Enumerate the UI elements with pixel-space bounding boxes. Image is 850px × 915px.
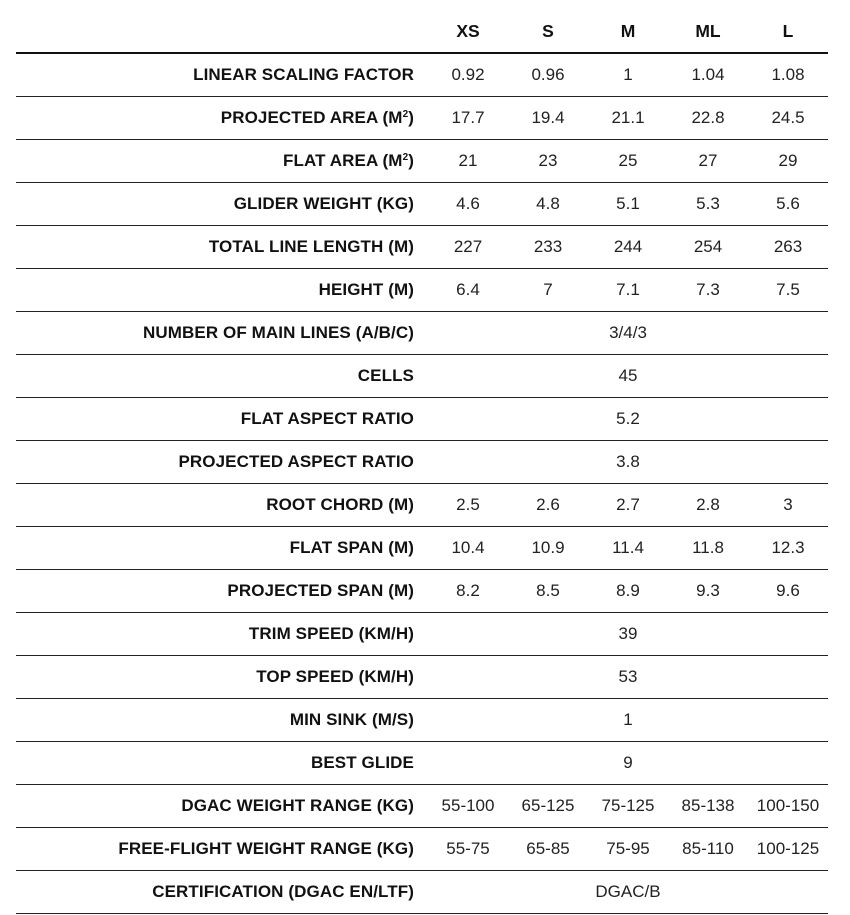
cell-value: 3 (748, 484, 828, 527)
row-label (16, 140, 428, 183)
row-label-text: HEIGHT (M) (318, 280, 414, 299)
row-label (16, 613, 428, 656)
row-label-text: CELLS (357, 366, 414, 385)
table-row (16, 312, 828, 355)
cell-value: 8.5 (508, 570, 588, 613)
cell-value: 7.3 (668, 269, 748, 312)
size-header-xs: XS (428, 10, 508, 53)
table-row (16, 53, 828, 97)
cell-value: 29 (748, 140, 828, 183)
row-label-superscript: 2 (402, 152, 409, 163)
cell-value: 12.3 (748, 527, 828, 570)
cell-value-shared: 9 (428, 742, 828, 785)
row-label (16, 398, 428, 441)
cell-value: 1 (588, 53, 668, 97)
cell-value: 1.08 (748, 53, 828, 97)
row-label-text: CERTIFICATION (DGAC EN/LTF) (152, 882, 414, 901)
row-label-text: TOP SPEED (KM/H) (256, 667, 414, 686)
row-label-text: PROJECTED ASPECT RATIO (178, 452, 414, 471)
row-label (16, 355, 428, 398)
table-row (16, 183, 828, 226)
row-label-text: FREE-FLIGHT WEIGHT RANGE (KG) (118, 839, 414, 858)
row-label-text: MIN SINK (M/S) (289, 710, 414, 729)
cell-value: 7.5 (748, 269, 828, 312)
cell-value: 11.4 (588, 527, 668, 570)
cell-value: 21.1 (588, 97, 668, 140)
cell-value: 8.9 (588, 570, 668, 613)
row-label-text: ROOT CHORD (M) (266, 495, 414, 514)
table-row (16, 527, 828, 570)
cell-value: 55-100 (428, 785, 508, 828)
cell-value: 27 (668, 140, 748, 183)
table-row (16, 398, 828, 441)
cell-value: 11.8 (668, 527, 748, 570)
row-label-suffix: ) (408, 108, 414, 127)
table-row (16, 97, 828, 140)
cell-value-shared: 1 (428, 699, 828, 742)
cell-value: 9.6 (748, 570, 828, 613)
cell-value: 25 (588, 140, 668, 183)
cell-value: 55-75 (428, 828, 508, 871)
size-header-m: M (588, 10, 668, 53)
row-label-suffix: ) (408, 151, 414, 170)
table-row (16, 226, 828, 269)
cell-value-shared: 53 (428, 656, 828, 699)
table-row (16, 441, 828, 484)
cell-value: 263 (748, 226, 828, 269)
cell-value: 19.4 (508, 97, 588, 140)
cell-value: 2.8 (668, 484, 748, 527)
cell-value: 7 (508, 269, 588, 312)
table-row (16, 269, 828, 312)
table-body (16, 53, 828, 914)
row-label-text: TOTAL LINE LENGTH (M) (208, 237, 414, 256)
size-header-s: S (508, 10, 588, 53)
cell-value: 24.5 (748, 97, 828, 140)
cell-value: 100-150 (748, 785, 828, 828)
row-label (16, 484, 428, 527)
row-label (16, 312, 428, 355)
table-row (16, 742, 828, 785)
size-header-ml: ML (668, 10, 748, 53)
cell-value: 17.7 (428, 97, 508, 140)
cell-value: 5.1 (588, 183, 668, 226)
cell-value: 6.4 (428, 269, 508, 312)
cell-value: 75-125 (588, 785, 668, 828)
cell-value: 4.8 (508, 183, 588, 226)
cell-value-shared: 3.8 (428, 441, 828, 484)
row-label-text: FLAT SPAN (M) (289, 538, 414, 557)
cell-value: 10.4 (428, 527, 508, 570)
cell-value: 100-125 (748, 828, 828, 871)
row-label (16, 269, 428, 312)
cell-value: 254 (668, 226, 748, 269)
row-label (16, 183, 428, 226)
header-row (16, 10, 828, 53)
cell-value: 85-138 (668, 785, 748, 828)
cell-value: 2.7 (588, 484, 668, 527)
cell-value: 0.96 (508, 53, 588, 97)
spec-table (16, 10, 828, 914)
cell-value: 227 (428, 226, 508, 269)
row-label (16, 785, 428, 828)
cell-value: 7.1 (588, 269, 668, 312)
cell-value: 4.6 (428, 183, 508, 226)
row-label-text: PROJECTED AREA (M (220, 108, 403, 127)
row-label-text: TRIM SPEED (KM/H) (248, 624, 414, 643)
cell-value-shared: DGAC/B (428, 871, 828, 914)
cell-value-shared: 39 (428, 613, 828, 656)
table-row (16, 484, 828, 527)
table-row (16, 140, 828, 183)
cell-value: 65-85 (508, 828, 588, 871)
cell-value: 1.04 (668, 53, 748, 97)
cell-value: 2.6 (508, 484, 588, 527)
row-label (16, 527, 428, 570)
cell-value: 233 (508, 226, 588, 269)
cell-value: 5.3 (668, 183, 748, 226)
table-row (16, 570, 828, 613)
cell-value-shared: 45 (428, 355, 828, 398)
table-row (16, 699, 828, 742)
row-label-text: PROJECTED SPAN (M) (227, 581, 414, 600)
cell-value: 65-125 (508, 785, 588, 828)
cell-value: 5.6 (748, 183, 828, 226)
cell-value: 75-95 (588, 828, 668, 871)
row-label-text: DGAC WEIGHT RANGE (KG) (181, 796, 414, 815)
cell-value-shared: 5.2 (428, 398, 828, 441)
table-row (16, 785, 828, 828)
cell-value: 10.9 (508, 527, 588, 570)
row-label (16, 828, 428, 871)
cell-value: 22.8 (668, 97, 748, 140)
table-row (16, 656, 828, 699)
cell-value: 0.92 (428, 53, 508, 97)
row-label-text: NUMBER OF MAIN LINES (A/B/C) (142, 323, 414, 342)
cell-value: 244 (588, 226, 668, 269)
row-label-text: BEST GLIDE (310, 753, 414, 772)
row-label (16, 742, 428, 785)
row-label (16, 656, 428, 699)
cell-value-shared: 3/4/3 (428, 312, 828, 355)
table-header (16, 10, 828, 53)
size-header-l: L (748, 10, 828, 53)
cell-value: 85-110 (668, 828, 748, 871)
row-label (16, 570, 428, 613)
row-label-superscript: 2 (402, 109, 409, 120)
row-label (16, 97, 428, 140)
row-label (16, 699, 428, 742)
cell-value: 8.2 (428, 570, 508, 613)
row-label (16, 53, 428, 97)
row-label-text: GLIDER WEIGHT (KG) (233, 194, 414, 213)
table-row (16, 828, 828, 871)
table-row (16, 613, 828, 656)
row-label (16, 441, 428, 484)
table-row (16, 355, 828, 398)
header-corner (16, 10, 428, 53)
cell-value: 2.5 (428, 484, 508, 527)
row-label (16, 871, 428, 914)
row-label-text: LINEAR SCALING FACTOR (193, 65, 414, 84)
cell-value: 23 (508, 140, 588, 183)
cell-value: 9.3 (668, 570, 748, 613)
row-label-text: FLAT ASPECT RATIO (240, 409, 414, 428)
row-label (16, 226, 428, 269)
cell-value: 21 (428, 140, 508, 183)
row-label-text: FLAT AREA (M (283, 151, 403, 170)
table-row (16, 871, 828, 914)
